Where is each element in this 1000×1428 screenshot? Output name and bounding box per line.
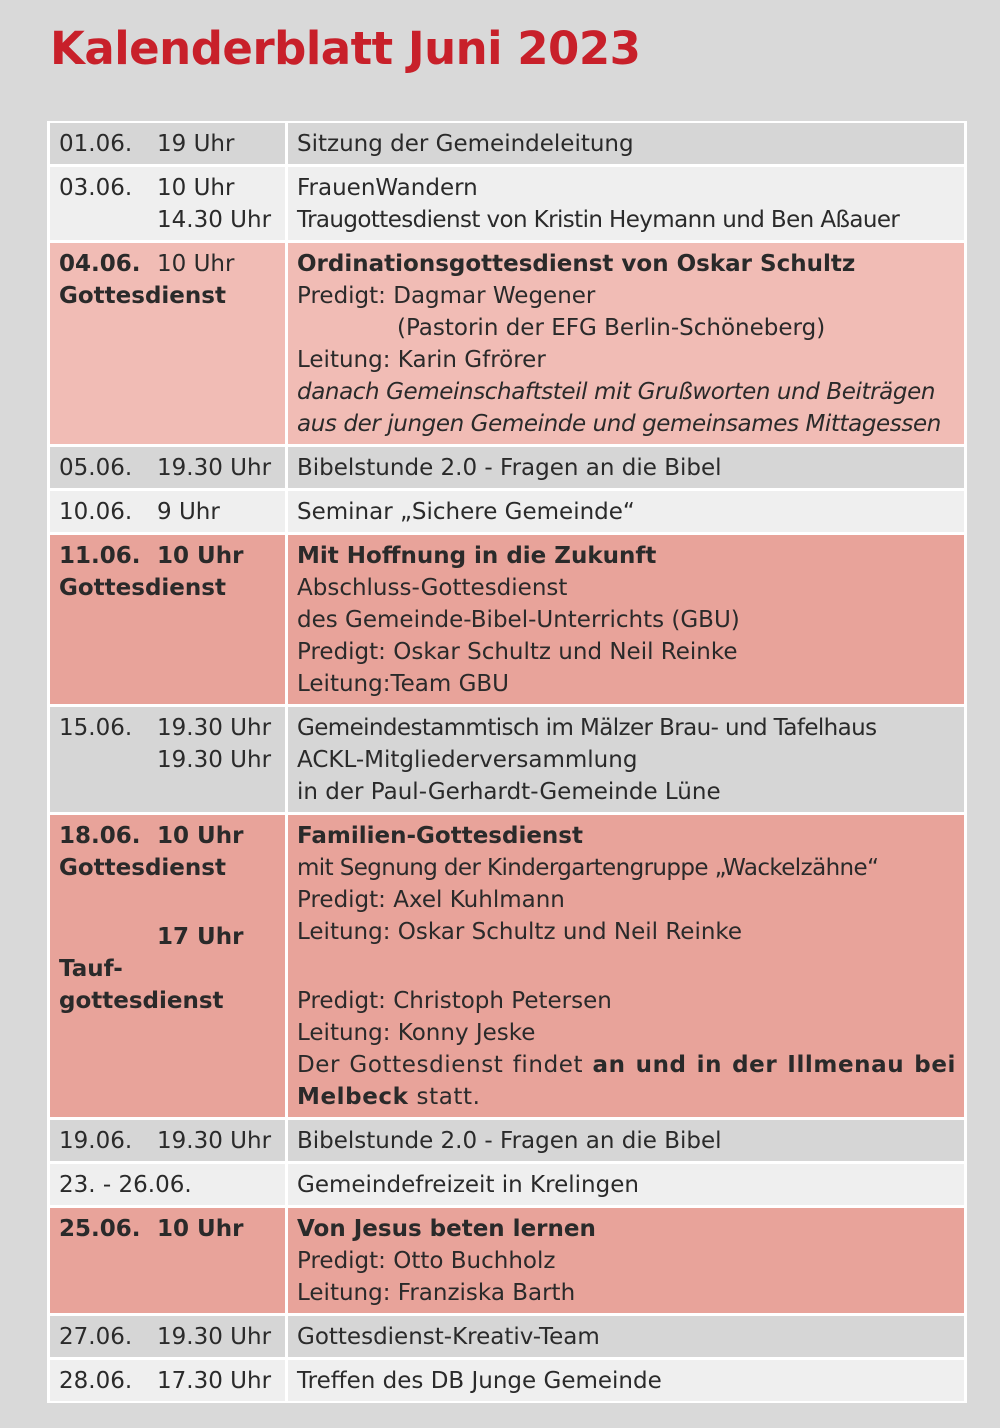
event-time: 17.30 Uhr bbox=[157, 1368, 272, 1394]
table-row bbox=[50, 815, 964, 1117]
event-type-label: Tauf- bbox=[59, 956, 123, 982]
event-title: Von Jesus beten lernen bbox=[297, 1216, 596, 1242]
event-text: Gemeindefreizeit in Krelingen bbox=[297, 1172, 639, 1198]
event-time: 19.30 Uhr bbox=[157, 1128, 272, 1154]
event-text: Leitung: Oskar Schultz und Neil Reinke bbox=[297, 919, 743, 945]
event-cell bbox=[288, 447, 964, 488]
event-time: 19 Uhr bbox=[157, 131, 235, 157]
date-cell bbox=[50, 123, 285, 164]
table-row bbox=[50, 447, 964, 488]
event-time: 19.30 Uhr bbox=[157, 715, 272, 741]
date-cell bbox=[50, 707, 285, 812]
table-row bbox=[50, 167, 964, 240]
event-text: Gemeindestammtisch im Mälzer Brau- und Tafelhaus bbox=[297, 715, 877, 741]
event-time: 10 Uhr bbox=[157, 175, 235, 201]
event-cell bbox=[288, 491, 964, 532]
date-cell bbox=[50, 447, 285, 488]
event-text: Predigt: Oskar Schultz und Neil Reinke bbox=[297, 639, 738, 665]
table-row bbox=[50, 1164, 964, 1205]
event-cell bbox=[288, 1208, 964, 1313]
event-text: Bibelstunde 2.0 - Fragen an die Bibel bbox=[297, 1128, 722, 1154]
event-text: Traugottesdienst von Kristin Heymann und Ben Aßauer bbox=[297, 207, 900, 233]
event-cell bbox=[288, 815, 964, 1117]
event-time: 17 Uhr bbox=[157, 924, 244, 950]
table-row bbox=[50, 1208, 964, 1313]
event-date: 01.06. bbox=[59, 131, 133, 157]
event-text: Predigt: Axel Kuhlmann bbox=[297, 887, 565, 913]
event-text: Sitzung der Gemeindeleitung bbox=[297, 131, 634, 157]
calendar-table bbox=[47, 121, 967, 1403]
table-row bbox=[50, 243, 964, 444]
event-text: ACKL-Mitgliederversammlung bbox=[297, 747, 638, 773]
event-date: 10.06. bbox=[59, 499, 133, 525]
event-date: 15.06. bbox=[59, 715, 133, 741]
event-type-label: gottesdienst bbox=[59, 988, 224, 1014]
event-date: 27.06. bbox=[59, 1324, 133, 1350]
event-date: 25.06. bbox=[59, 1216, 141, 1242]
table-row bbox=[50, 1316, 964, 1357]
event-text: Leitung: Konny Jeske bbox=[297, 1020, 536, 1046]
event-text: aus der jungen Gemeinde und gemeinsames Mittagessen bbox=[297, 411, 941, 437]
event-cell bbox=[288, 1360, 964, 1401]
page-title: Kalenderblatt Juni 2023 bbox=[50, 22, 641, 75]
event-cell bbox=[288, 1164, 964, 1205]
event-cell bbox=[288, 707, 964, 812]
table-row bbox=[50, 491, 964, 532]
table-row bbox=[50, 123, 964, 164]
table-row bbox=[50, 707, 964, 812]
event-text: danach Gemeinschaftsteil mit Grußworten und Beiträgen bbox=[297, 379, 935, 405]
event-cell bbox=[288, 1120, 964, 1161]
event-note bbox=[297, 1049, 956, 1113]
event-time: 10 Uhr bbox=[157, 1216, 244, 1242]
date-cell bbox=[50, 1360, 285, 1401]
event-time: 19.30 Uhr bbox=[157, 747, 272, 773]
date-cell bbox=[50, 1208, 285, 1313]
event-text: Bibelstunde 2.0 - Fragen an die Bibel bbox=[297, 455, 722, 481]
date-cell bbox=[50, 491, 285, 532]
event-date: 19.06. bbox=[59, 1128, 133, 1154]
event-date: 04.06. bbox=[59, 251, 141, 277]
event-time: 19.30 Uhr bbox=[157, 1324, 272, 1350]
event-cell bbox=[288, 243, 964, 444]
event-date: 05.06. bbox=[59, 455, 133, 481]
date-cell bbox=[50, 167, 285, 240]
event-title: Familien-Gottesdienst bbox=[297, 823, 583, 849]
event-text: Gottesdienst-Kreativ-Team bbox=[297, 1324, 600, 1350]
event-title: Ordinationsgottesdienst von Oskar Schultz bbox=[297, 251, 856, 277]
event-text: Predigt: Dagmar Wegener bbox=[297, 283, 596, 309]
table-row bbox=[50, 1360, 964, 1401]
table-row bbox=[50, 535, 964, 704]
event-text: Predigt: Christoph Petersen bbox=[297, 988, 612, 1014]
event-time: 10 Uhr bbox=[157, 543, 244, 569]
event-cell bbox=[288, 1316, 964, 1357]
event-text: Seminar „Sichere Gemeinde“ bbox=[297, 499, 635, 525]
date-cell bbox=[50, 243, 285, 444]
date-cell bbox=[50, 1120, 285, 1161]
event-time: 19.30 Uhr bbox=[157, 455, 272, 481]
event-time: 10 Uhr bbox=[157, 251, 235, 277]
table-row bbox=[50, 1120, 964, 1161]
event-text: Predigt: Otto Buchholz bbox=[297, 1248, 556, 1274]
event-date: 28.06. bbox=[59, 1368, 133, 1394]
event-text: mit Segnung der Kindergartengruppe „Wackelzähne“ bbox=[297, 855, 879, 881]
event-cell bbox=[288, 535, 964, 704]
event-type-label: Gottesdienst bbox=[59, 855, 226, 881]
event-cell bbox=[288, 167, 964, 240]
event-text: FrauenWandern bbox=[297, 175, 478, 201]
event-time: 14.30 Uhr bbox=[157, 207, 272, 233]
event-date: 03.06. bbox=[59, 175, 133, 201]
event-type-label: Gottesdienst bbox=[59, 575, 226, 601]
event-text: Leitung: Karin Gfrörer bbox=[297, 347, 546, 373]
note-location: an und in der Illmenau bei Melbeck bbox=[297, 1052, 957, 1110]
event-text: Treffen des DB Junge Gemeinde bbox=[297, 1368, 662, 1394]
event-text: in der Paul-Gerhardt-Gemeinde Lüne bbox=[297, 779, 721, 805]
event-cell bbox=[288, 123, 964, 164]
note-text: Der Gottesdienst findet bbox=[297, 1052, 593, 1078]
date-cell bbox=[50, 535, 285, 704]
event-text: Abschluss-Gottesdienst bbox=[297, 575, 568, 601]
event-title: Mit Hoffnung in die Zukunft bbox=[297, 543, 657, 569]
event-text: des Gemeinde-Bibel-Unterrichts (GBU) bbox=[297, 607, 740, 633]
date-cell bbox=[50, 1316, 285, 1357]
event-type-label: Gottesdienst bbox=[59, 283, 226, 309]
note-text: statt. bbox=[408, 1084, 481, 1110]
date-cell bbox=[50, 815, 285, 1117]
event-time: 10 Uhr bbox=[157, 823, 244, 849]
event-text: Leitung:Team GBU bbox=[297, 671, 510, 697]
event-date: 18.06. bbox=[59, 823, 141, 849]
event-text: Leitung: Franziska Barth bbox=[297, 1280, 576, 1306]
event-date: 11.06. bbox=[59, 543, 141, 569]
event-time: 9 Uhr bbox=[157, 499, 220, 525]
event-text: (Pastorin der EFG Berlin-Schöneberg) bbox=[397, 315, 826, 341]
event-date: 23. - 26.06. bbox=[59, 1172, 192, 1198]
date-cell bbox=[50, 1164, 285, 1205]
